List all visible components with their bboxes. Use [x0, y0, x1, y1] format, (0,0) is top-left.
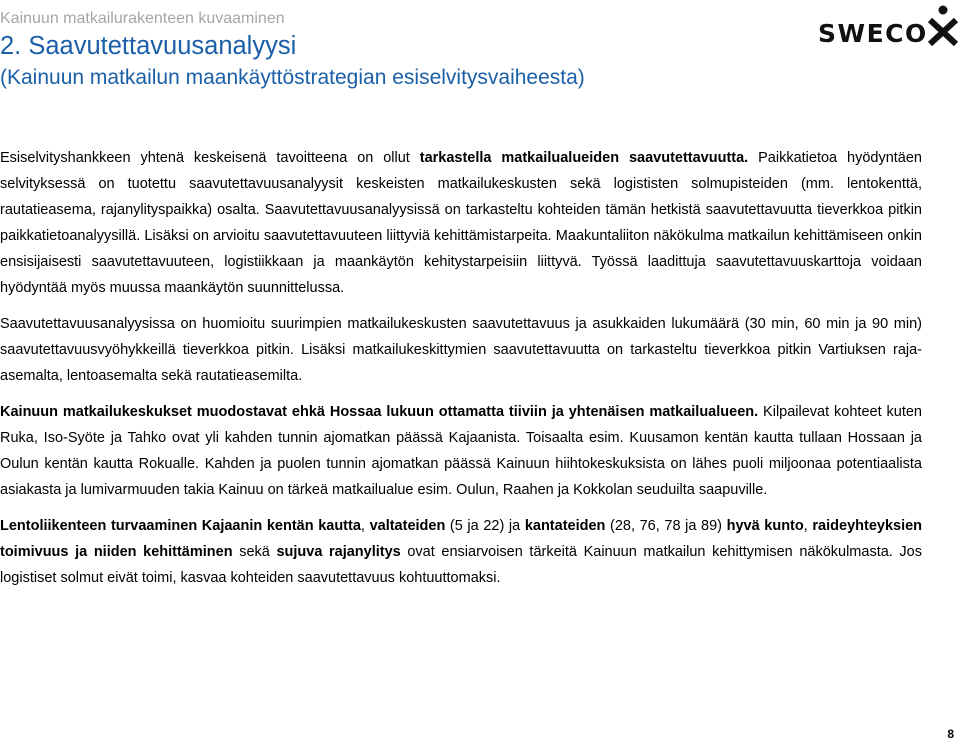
body-text: [0, 145, 922, 601]
bold-text-run: Lentoliikenteen turvaaminen Kajaanin kentän kautta: [0, 518, 361, 534]
text-run: ,: [803, 518, 813, 534]
text-run: ,: [360, 518, 370, 534]
page-subtitle: (Kainuun matkailun maankäyttöstrategian esiselvitysvaiheesta): [0, 66, 585, 89]
body-paragraph: [0, 399, 922, 503]
body-paragraph: [0, 145, 922, 301]
bold-text-run: Kainuun matkailukeskukset muodostavat ehkä Hossaa lukuun ottamatta tiiviin ja yhtenäisen matkailualueen.: [0, 404, 759, 420]
bold-text-run: kantateiden: [524, 518, 606, 534]
text-run: Kilpailevat kohteet kuten Ruka, Iso-Syöte ja Tahko ovat yli kahden tunnin ajomatkan päässä Kajaanista. Toisaalta esim. Kuusamon kentän kautta tullaan Hossaan ja Oulun kentän kautta Rokualle. Kahden ja puolen tunnin ajomatkan päässä Kainuun hiihtokeskuksista on lähes puoli miljoonaa potentiaalista asiakasta ja lumivarmuuden takia Kainuu on tärkeä matkailualue esim. Oulun, Raahen ja Kokkolan seuduilta saapuville.: [0, 404, 922, 498]
document-header-label: Kainuun matkailurakenteen kuvaaminen: [0, 10, 285, 27]
text-run: (28, 76, 78 ja 89): [605, 518, 727, 534]
bold-text-run: sujuva rajanylitys: [276, 544, 401, 560]
bold-text-run: tarkastella matkailualueiden saavutettavuutta.: [419, 150, 749, 166]
text-run: sekä: [232, 544, 277, 560]
logo-text: SWECO: [818, 19, 928, 48]
text-run: Saavutettavuusanalyysissa on huomioitu suurimpien matkailukeskusten saavutettavuus ja asukkaiden lukumäärä (30 min, 60 min ja 90 min) saavutettavuusvyöhykkeillä tieverkkoa pitkin. Lisäksi matkailukeskittymien saavutettavuutta on tarkasteltu tieverkkoa pitkin Vartiuksen raja-asemalta, lentoasemalta sekä rautatieasemilta.: [0, 316, 922, 384]
sweco-logo: [818, 4, 960, 50]
page-number: 8: [947, 727, 954, 741]
body-paragraph: [0, 513, 922, 591]
text-run: (5 ja 22) ja: [445, 518, 525, 534]
body-paragraph: [0, 311, 922, 389]
bold-text-run: valtateiden: [369, 518, 446, 534]
sweco-mark-icon: [926, 4, 960, 46]
page-title: 2. Saavutettavuusanalyysi: [0, 32, 297, 60]
text-run: ovat ensiarvoisen tärkeitä Kainuun matkailun kehittymisen näkökulmasta. Jos logistiset solmut eivät toimi, kasvaa kohteiden saavutettavuus kohtuuttomaksi.: [0, 544, 922, 586]
text-run: Esiselvityshankkeen yhtenä keskeisenä tavoitteena on ollut: [0, 150, 420, 166]
bold-text-run: hyvä kunto: [726, 518, 804, 534]
text-run: Paikkatietoa hyödyntäen selvityksessä on tuotettu saavutettavuusanalyysit keskeisten matkailukeskusten sekä logististen solmupisteiden (mm. lentokenttä, rautatieasema, rajanylityspaikka) osalta. Saavutettavuusanalyysissä on tarkasteltu kohteiden tämän hetkistä saavutettavuutta tieverkkoa pitkin paikkatietoanalyysillä. Lisäksi on arvioitu saavutettavuuteen liittyviä kehittämistarpeita. Maakuntaliiton näkökulma matkailun kehittämiseen onkin ensisijaisesti saavutettavuuteen, logistiikkaan ja maankäytön kehitystarpeisiin liittyvä. Työssä laadittuja saavutettavuuskarttoja voidaan hyödyntää myös muussa maankäytön suunnittelussa.: [0, 150, 922, 296]
bold-text-run: raideyhteyksien toimivuus ja niiden kehittäminen: [0, 518, 923, 560]
